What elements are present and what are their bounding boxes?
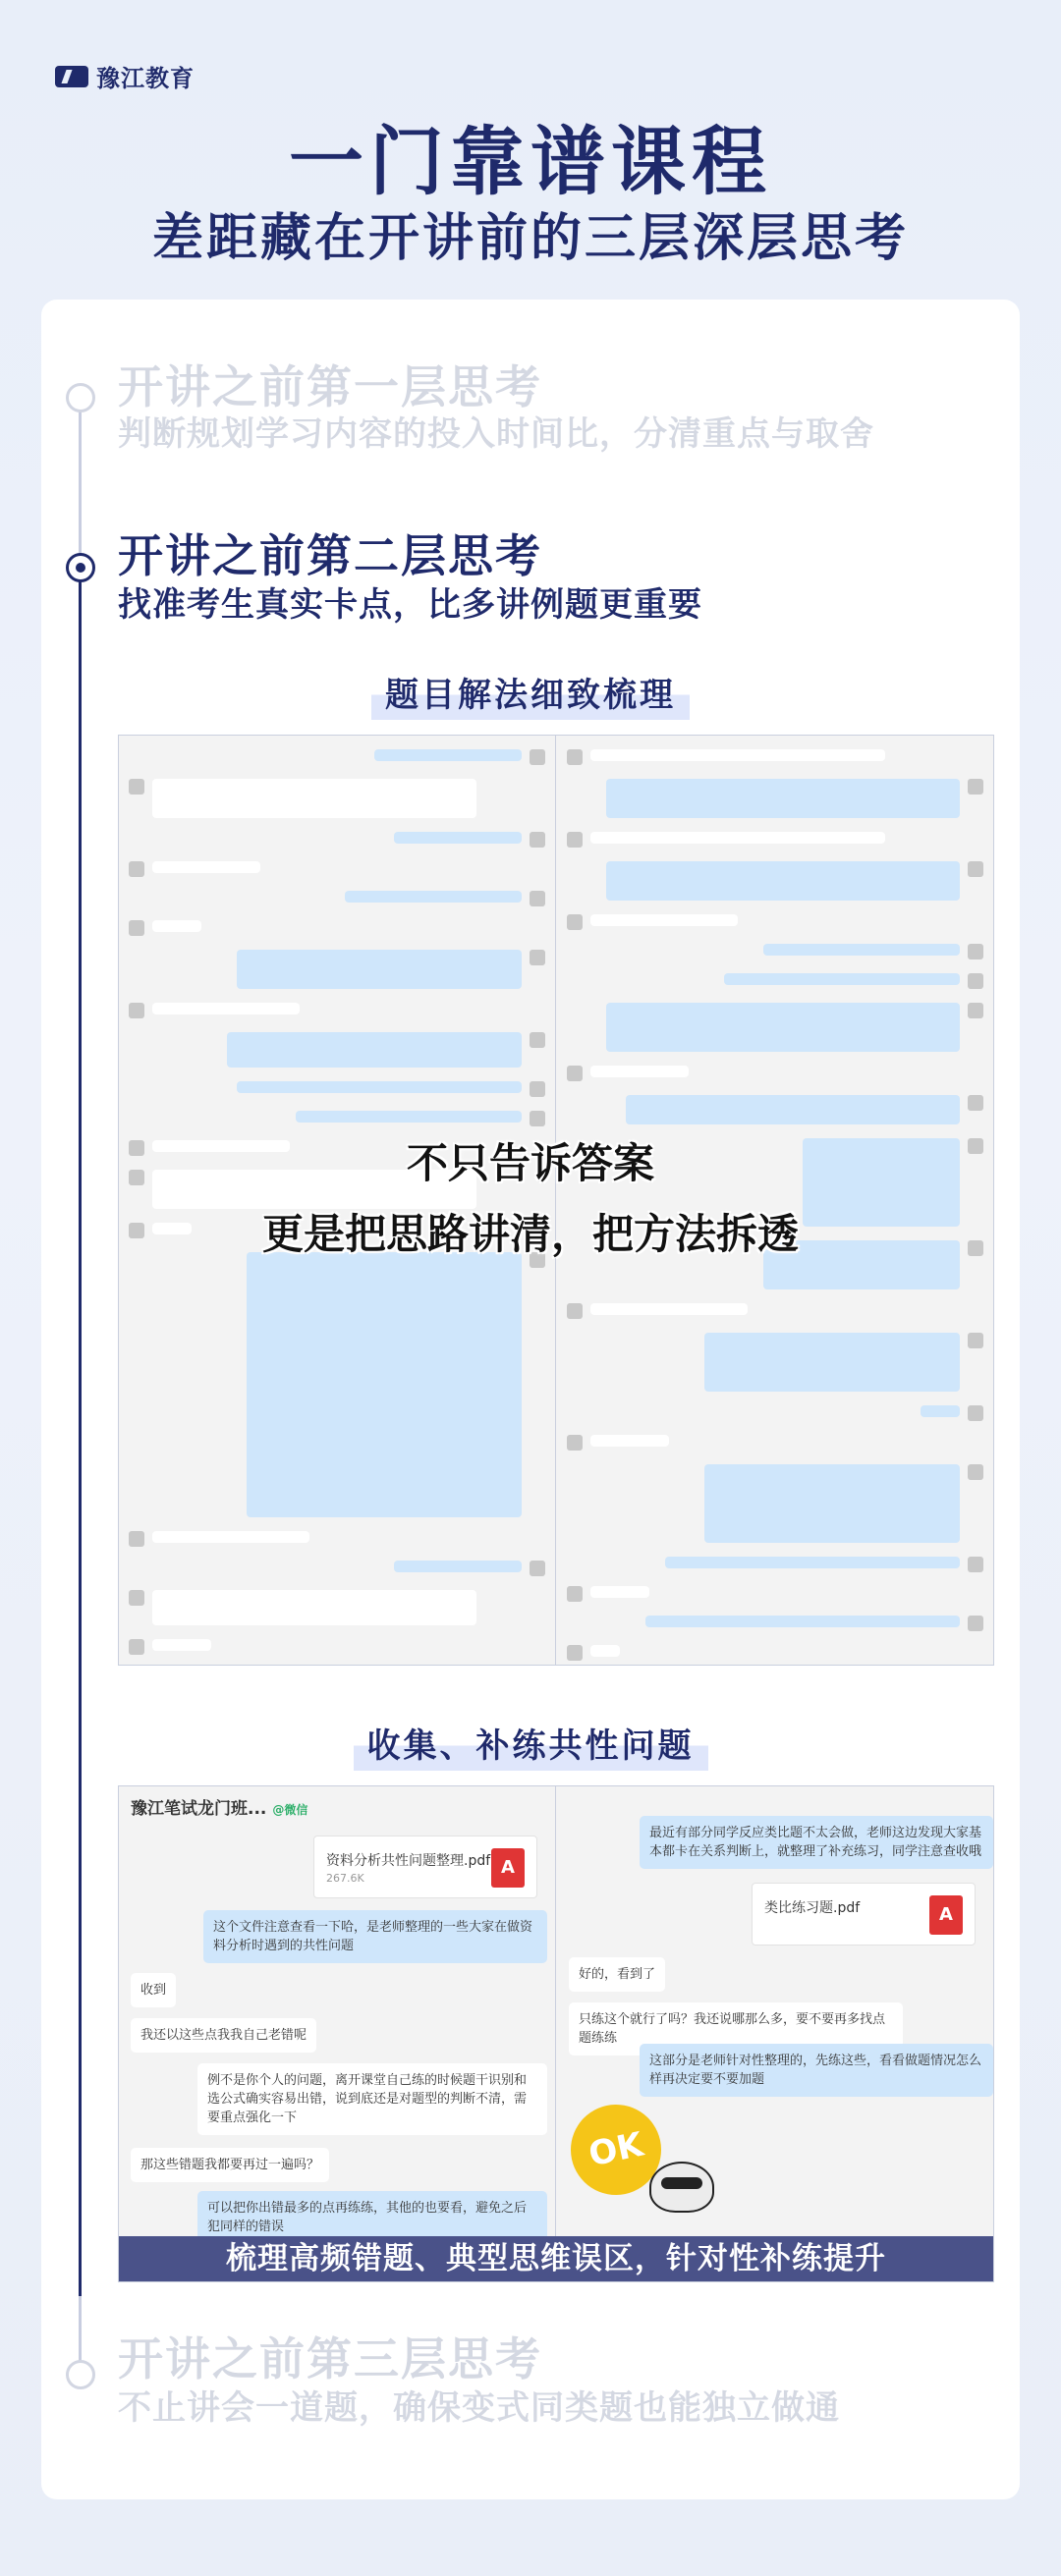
- ok-sticker-text: OK: [562, 2096, 669, 2203]
- timeline-dot-2: [66, 553, 95, 582]
- pdf-icon: A: [491, 1848, 525, 1888]
- block-1-label-text: 题目解法细致梳理: [371, 664, 690, 720]
- timeline-dot-3: [66, 2360, 95, 2389]
- chat-message: 这个文件注意查看一下哈，是老师整理的一些大家在做资料分析时遇到的共性问题: [203, 1910, 547, 1963]
- chat-2-header: [131, 1794, 307, 1819]
- chat-row: [567, 1003, 983, 1052]
- chat-1-left-column: [119, 736, 556, 1665]
- block-1-label: [0, 664, 1061, 720]
- chat-2-group-name: 豫江笔试龙门班...: [131, 1799, 267, 1819]
- block-1-overlay-line-2: 更是把思路讲清，把方法拆透: [261, 1210, 799, 1258]
- chat-row: [567, 1333, 983, 1392]
- chat-row: [567, 1557, 983, 1572]
- chat-row: [567, 1066, 983, 1081]
- section-3-subtitle: 不止讲会一道题，确保变式同类题也能独立做通: [118, 2388, 840, 2428]
- section-1-title: 开讲之前第一层思考: [118, 360, 542, 413]
- block-2-label-text: 收集、补练共性问题: [354, 1715, 708, 1771]
- pdf-icon: A: [929, 1895, 963, 1935]
- chat-row: [567, 1095, 983, 1124]
- chat-row: [129, 1639, 545, 1655]
- file-name: 资料分析共性问题整理.pdf: [326, 1853, 491, 1869]
- chat-row: [129, 1531, 545, 1547]
- chat-row: [129, 1003, 545, 1018]
- block-2-label: [0, 1715, 1061, 1771]
- chat-row: [129, 1561, 545, 1576]
- pdf-file-card-2[interactable]: [752, 1883, 976, 1946]
- page-title: 一门靠谱课程: [289, 118, 772, 205]
- block-1-overlay-line-1: 不只告诉答案: [406, 1139, 654, 1187]
- chat-row: [129, 1252, 545, 1517]
- chat-row: [129, 1032, 545, 1068]
- chat-row: [129, 832, 545, 848]
- block-2-caption: 梳理高频错题、典型思维误区，针对性补练提升: [119, 2236, 993, 2281]
- chat-row: [129, 1111, 545, 1126]
- chat-message: 那这些错题我都要再过一遍吗？: [131, 2148, 329, 2182]
- chat-message: 这部分是老师针对性整理的，先练这些，看看做题情况怎么样再决定要不要加题: [640, 2044, 993, 2097]
- chat-1-right-column: [557, 736, 993, 1665]
- chat-row: [567, 1464, 983, 1543]
- chat-row: [567, 1435, 983, 1451]
- chat-row: [129, 950, 545, 989]
- brand-logo: [55, 59, 195, 93]
- timeline-dot-1: [66, 383, 95, 412]
- timeline-active-track: [79, 568, 82, 2296]
- chat-row: [567, 944, 983, 959]
- chat-row: [129, 861, 545, 877]
- chat-row: [129, 1590, 545, 1625]
- chat-message: 只练这个就行了吗？我还说哪那么多，要不要再多找点题练练: [569, 2002, 903, 2055]
- chat-2-right-column: [557, 1786, 993, 2281]
- chat-row: [567, 1616, 983, 1631]
- cat-sticker-icon: [649, 2162, 714, 2213]
- chat-message: 好的，看到了: [569, 1957, 665, 1992]
- chat-row: [567, 749, 983, 765]
- file-name: 类比练习题.pdf: [764, 1900, 861, 1916]
- section-2-subtitle: 找准考生真实卡点，比多讲例题更重要: [118, 585, 702, 625]
- chat-row: [567, 861, 983, 901]
- chat-row: [567, 779, 983, 818]
- chat-row: [567, 1586, 983, 1602]
- section-3-title: 开讲之前第三层思考: [118, 2332, 542, 2385]
- chat-row: [129, 1081, 545, 1097]
- chat-row: [567, 1303, 983, 1319]
- chat-message: 最近有部分同学反应类比题不太会做，老师这边发现大家基本都卡在关系判断上，就整理了补充练习，同学注意查收哦: [640, 1816, 993, 1869]
- logo-text: 豫江教育: [96, 65, 195, 92]
- chat-row: [129, 749, 545, 765]
- chat-message: 我还以这些点我我自己老错呢: [131, 2018, 316, 2053]
- chat-row: [567, 914, 983, 930]
- logo-icon: [55, 66, 88, 87]
- chat-row: [567, 832, 983, 848]
- chat-message: 例不是你个人的问题，离开课堂自己练的时候题干识别和选公式确实容易出错，说到底还是对题型的判断不清，需要重点强化一下: [197, 2063, 547, 2135]
- pdf-file-card-1[interactable]: [313, 1836, 537, 1898]
- chat-row: [567, 1405, 983, 1421]
- chat-message: 可以把你出错最多的点再练练，其他的也要看，避免之后犯同样的错误: [197, 2191, 547, 2244]
- section-2-title: 开讲之前第二层思考: [118, 529, 542, 582]
- chat-row: [129, 920, 545, 936]
- chat-row: [567, 1645, 983, 1661]
- chat-screenshot-2: [118, 1785, 994, 2282]
- chat-row: [567, 973, 983, 989]
- file-size: 267.6K: [326, 1872, 364, 1885]
- chat-2-left-column: [119, 1786, 556, 2281]
- ok-sticker: [571, 2105, 718, 2222]
- chat-row: [129, 891, 545, 906]
- section-1-subtitle: 判断规划学习内容的投入时间比，分清重点与取舍: [118, 414, 874, 454]
- chat-message: 收到: [131, 1973, 176, 2007]
- chat-2-wechat-tag: @微信: [272, 1803, 308, 1817]
- chat-screenshot-1: [118, 735, 994, 1666]
- page-subtitle: 差距藏在开讲前的三层深层思考: [151, 209, 909, 268]
- chat-row: [129, 779, 545, 818]
